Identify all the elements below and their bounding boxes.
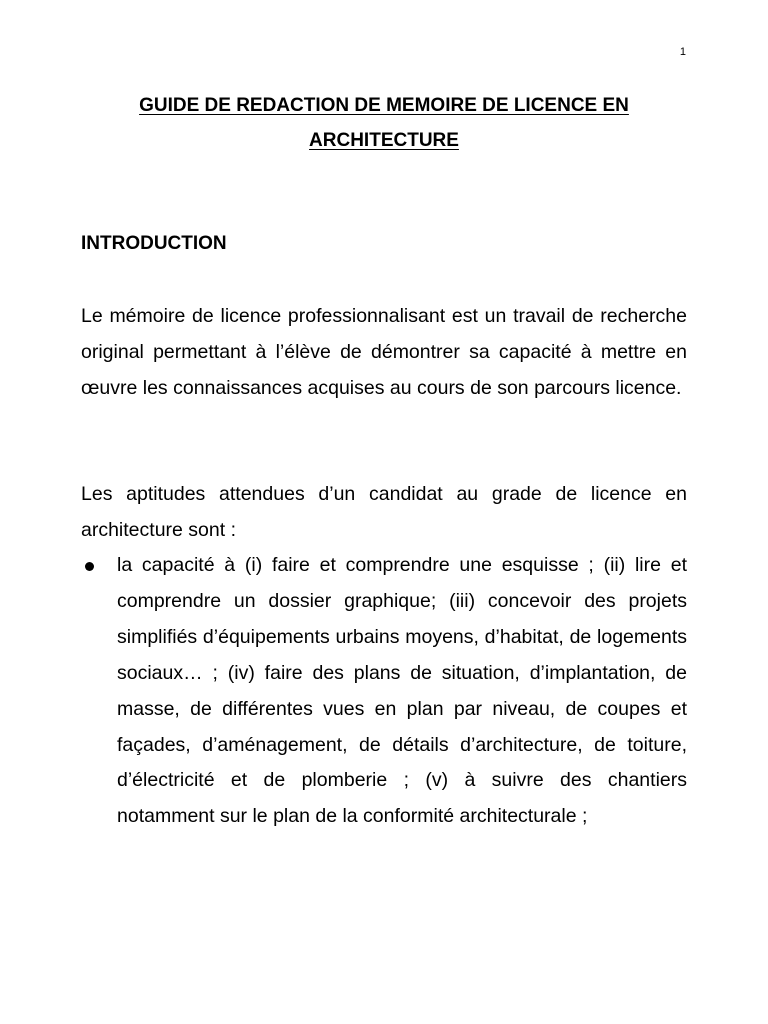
aptitudes-list <box>81 548 687 835</box>
list-item-text: la capacité à (i) faire et comprendre une esquisse ; (ii) lire et comprendre un dossier graphique; (iii) concevoir des projets simplifiés d’équipements urbains moyens, d’habitat, de logements sociaux… ; (iv) faire des plans de situation, d’implantation, de masse, de différentes vues en plan par niveau, de coupes et façades, d’aménagement, de détails d’architecture, de toiture, d’électricité et de plomberie ; (v) à suivre des chantiers notamment sur le plan de la conformité architecturale ; <box>117 554 687 828</box>
document-title <box>80 88 688 158</box>
document-title-line-1: GUIDE DE REDACTION DE MEMOIRE DE LICENCE EN <box>139 95 629 116</box>
paragraph-intro: Le mémoire de licence professionnalisant est un travail de recherche original permettant à l’élève de démontrer sa capacité à mettre en œuvre les connaissances acquises au cours de son parcours licence. <box>81 305 687 399</box>
page-number: 1 <box>679 46 686 58</box>
document-title-line-2: ARCHITECTURE <box>309 130 459 151</box>
list-item <box>81 548 687 835</box>
bullet-icon <box>85 562 94 571</box>
section-heading-introduction: INTRODUCTION <box>81 233 227 254</box>
paragraph-aptitudes: Les aptitudes attendues d’un candidat au grade de licence en architecture sont : <box>81 483 687 541</box>
